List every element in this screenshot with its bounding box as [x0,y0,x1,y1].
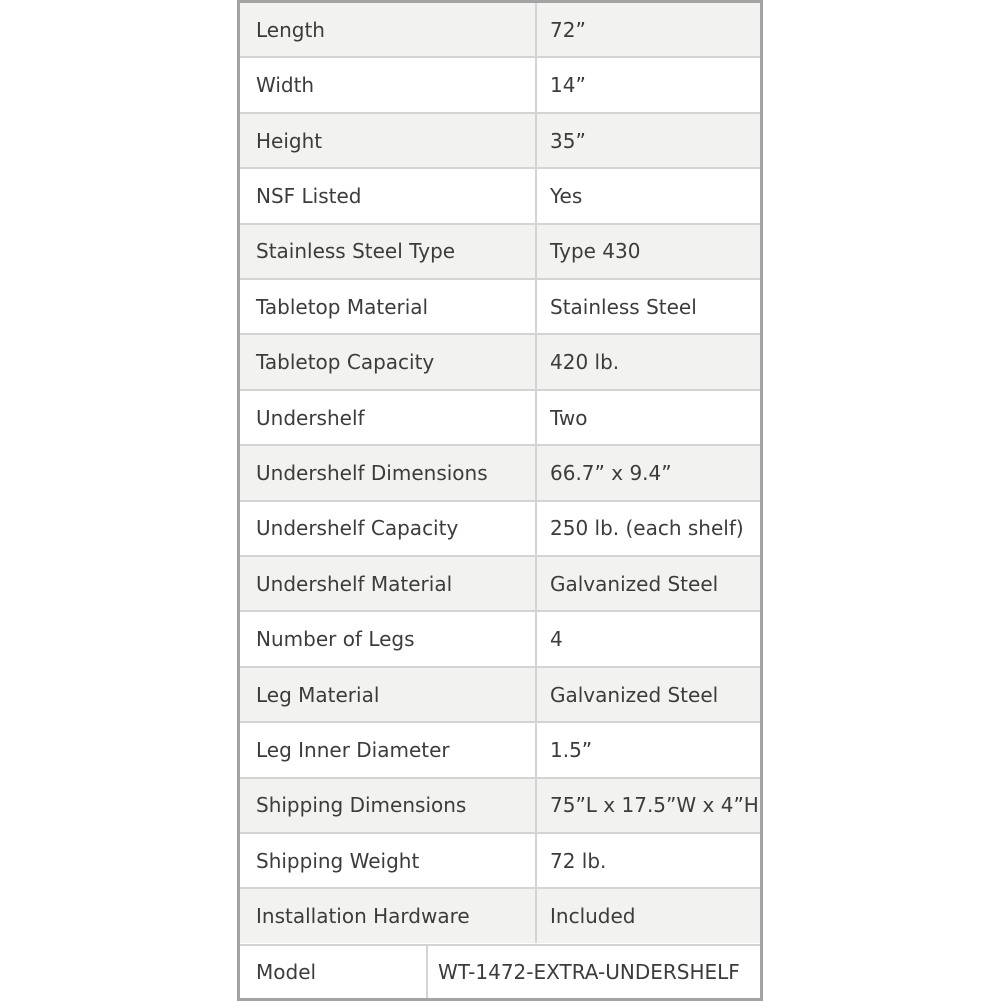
spec-label: Width [240,57,536,112]
spec-value: 72” [536,3,760,57]
spec-row-undershelf-dimensions [240,445,760,500]
spec-label: Installation Hardware [240,888,536,943]
spec-value: Included [536,888,760,943]
spec-label: Undershelf Capacity [240,501,536,556]
spec-value: Galvanized Steel [536,556,760,611]
spec-label: Shipping Dimensions [240,778,536,833]
spec-value: Galvanized Steel [536,667,760,722]
spec-row-tabletop-material [240,279,760,334]
spec-row-model [240,945,760,998]
spec-row-leg-inner-diameter [240,722,760,777]
spec-label: Tabletop Capacity [240,334,536,389]
spec-row-undershelf-material [240,556,760,611]
model-row-table [240,944,760,998]
spec-label: Stainless Steel Type [240,224,536,279]
spec-value: 4 [536,611,760,666]
spec-label: Length [240,3,536,57]
spec-row-length [240,3,760,57]
spec-table-frame [237,0,763,1001]
spec-value: Two [536,390,760,445]
spec-label: Leg Inner Diameter [240,722,536,777]
spec-row-leg-material [240,667,760,722]
spec-label: Undershelf Material [240,556,536,611]
spec-label: Undershelf Dimensions [240,445,536,500]
spec-table [240,3,760,943]
spec-label: Number of Legs [240,611,536,666]
spec-label: Tabletop Material [240,279,536,334]
spec-value: 14” [536,57,760,112]
spec-label: NSF Listed [240,168,536,223]
spec-value: 1.5” [536,722,760,777]
spec-value: Type 430 [536,224,760,279]
spec-row-undershelf-capacity [240,501,760,556]
model-label: Model [240,945,427,998]
spec-value: Stainless Steel [536,279,760,334]
spec-value: 35” [536,113,760,168]
spec-row-number-of-legs [240,611,760,666]
spec-label: Leg Material [240,667,536,722]
spec-value: Yes [536,168,760,223]
spec-row-shipping-weight [240,833,760,888]
model-value: WT-1472-EXTRA-UNDERSHELF [438,960,740,984]
spec-row-installation-hardware [240,888,760,943]
spec-row-nsf-listed [240,168,760,223]
spec-label: Undershelf [240,390,536,445]
spec-value: 66.7” x 9.4” [536,445,760,500]
spec-row-tabletop-capacity [240,334,760,389]
spec-row-steel-type [240,224,760,279]
spec-value: 250 lb. (each shelf) [536,501,760,556]
spec-label: Height [240,113,536,168]
spec-value: 420 lb. [536,334,760,389]
spec-row-shipping-dimensions [240,778,760,833]
spec-value: 75”L x 17.5”W x 4”H [536,778,760,833]
spec-label: Shipping Weight [240,833,536,888]
spec-row-height [240,113,760,168]
spec-value: 72 lb. [536,833,760,888]
spec-row-undershelf [240,390,760,445]
spec-row-width [240,57,760,112]
